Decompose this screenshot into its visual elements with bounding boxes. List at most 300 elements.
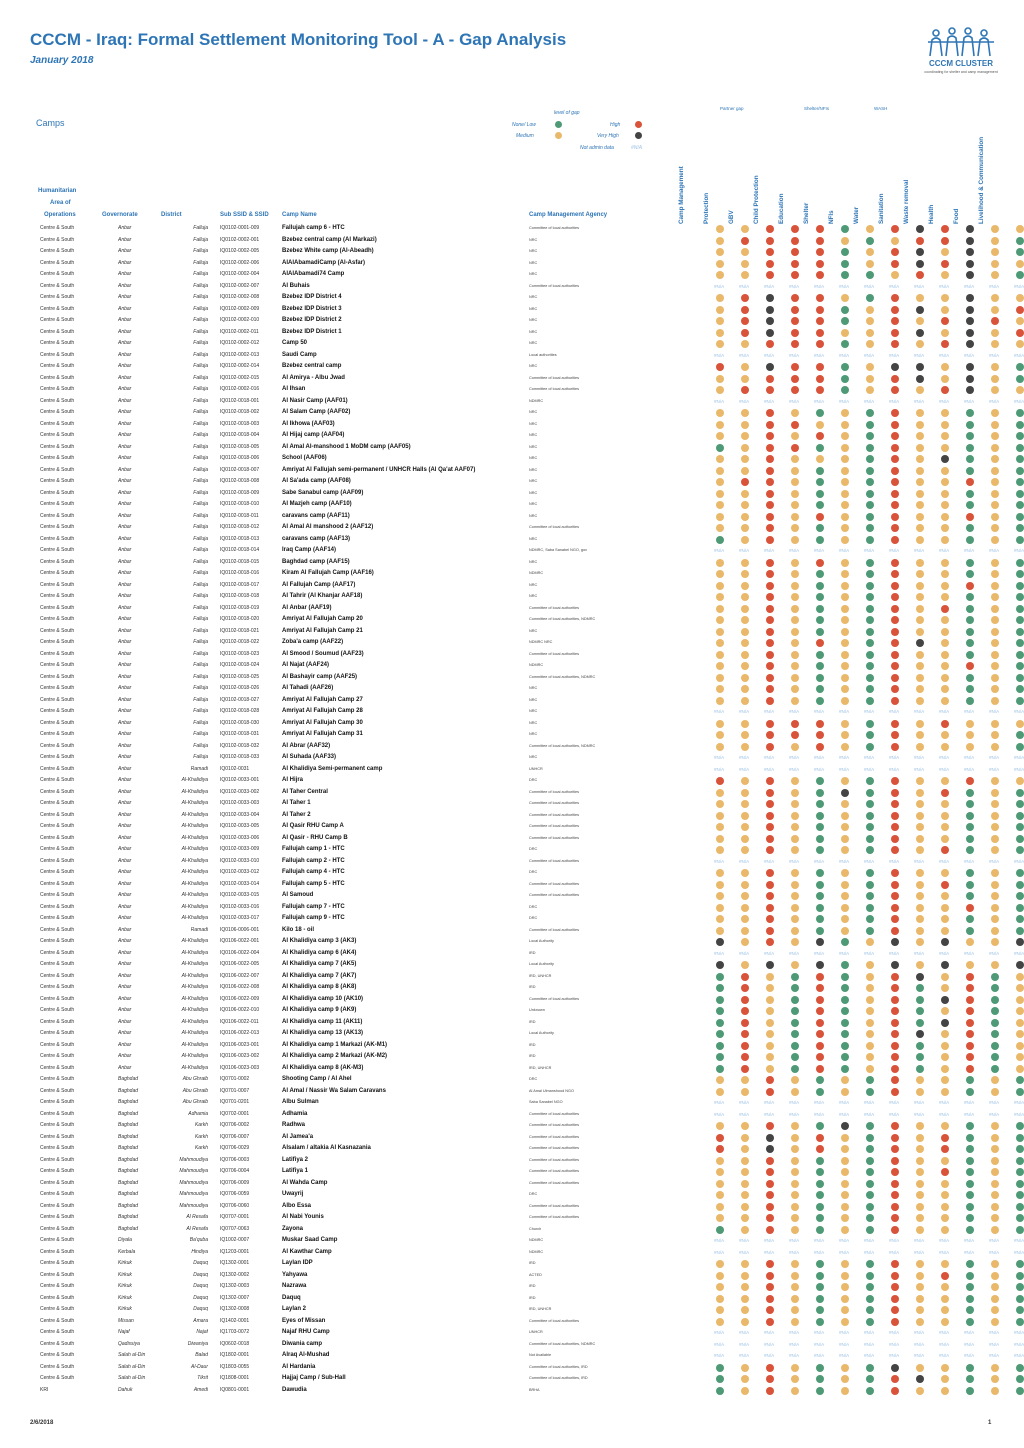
gap-dot	[916, 444, 924, 452]
gap-dot	[716, 271, 724, 279]
gap-dot	[991, 996, 999, 1004]
na-marker: #N/A	[1014, 1341, 1024, 1347]
area-of-operations-cell: Centre & South	[40, 225, 75, 231]
sector-label: Education	[778, 193, 785, 224]
ssid-cell: IQ0706-0029	[220, 1145, 250, 1151]
gap-indicators	[678, 729, 1008, 741]
na-marker: #N/A	[789, 1100, 800, 1105]
district-cell: Falluja	[193, 489, 208, 496]
district-cell: Falluja	[193, 282, 208, 289]
gap-dot	[791, 225, 799, 233]
gap-dot	[916, 685, 924, 693]
gap-dot	[741, 409, 749, 417]
gap-dot	[991, 938, 999, 946]
gap-dot	[866, 1387, 874, 1395]
gap-dot	[966, 639, 974, 647]
gap-dot	[866, 881, 874, 889]
gap-dot	[716, 1375, 724, 1383]
governorate-cell: Anbar	[118, 466, 132, 473]
gap-dot	[816, 973, 824, 981]
camp-name-cell: Al Amal Al-manshood 1 MoDM camp (AAF05)	[282, 443, 411, 450]
gap-dot	[1016, 1203, 1024, 1211]
gap-indicators	[678, 936, 1008, 948]
na-marker: #N/A	[914, 283, 925, 289]
gap-dot	[966, 317, 974, 325]
district-cell: Al-Khalidiya	[181, 834, 208, 841]
gap-dot	[1016, 938, 1024, 946]
governorate-cell: Anbar	[118, 639, 132, 645]
gap-dot	[741, 892, 749, 900]
cccm-logo	[922, 26, 1000, 78]
ssid-cell: IQ0702-0001	[220, 1110, 250, 1117]
na-marker: #N/A	[864, 1353, 875, 1358]
governorate-cell: Kirkuk	[118, 1306, 132, 1312]
district-cell: Amara	[193, 1317, 208, 1324]
gap-dot	[816, 340, 824, 348]
ssid-cell: IQ0106-0022-010	[220, 1007, 260, 1013]
gap-dot	[791, 1168, 799, 1176]
gap-dot	[741, 1042, 749, 1050]
agency-cell: NRC	[529, 502, 538, 506]
area-of-operations-cell: Centre & South	[40, 662, 75, 668]
gap-dot	[791, 444, 799, 452]
ssid-cell: IQ0106-0022-008	[220, 984, 260, 990]
gap-dot	[941, 1283, 949, 1291]
gap-indicators	[678, 833, 1008, 845]
gap-dot	[1016, 961, 1024, 969]
gap-dot	[1016, 904, 1024, 912]
agency-cell: NRC	[529, 732, 538, 736]
camp-name-cell: Amriyat Al Fallujah Camp 20	[282, 616, 363, 622]
gap-dot	[1016, 1007, 1024, 1015]
gap-dot	[716, 800, 724, 808]
gap-dot	[791, 1030, 799, 1038]
governorate-cell: Qadissiya	[118, 1340, 140, 1347]
gap-dot	[766, 835, 774, 843]
ssid-cell: IQ0102-0018-028	[220, 708, 260, 714]
na-marker: #N/A	[889, 1341, 900, 1347]
ssid-cell: IQ0102-0018-006	[220, 455, 260, 461]
ssid-cell: IQ0102-0033-001	[220, 777, 260, 783]
gap-indicators	[678, 879, 1008, 891]
area-of-operations-cell: Centre & South	[40, 1225, 75, 1232]
agency-cell: NRC	[529, 421, 538, 426]
na-marker: #N/A	[914, 1249, 925, 1255]
na-marker: #N/A	[764, 858, 775, 864]
table-row	[38, 1304, 998, 1316]
gap-dot	[741, 1157, 749, 1165]
gap-dot	[916, 789, 924, 797]
gap-dot	[816, 984, 824, 992]
gap-dot	[741, 1191, 749, 1199]
camp-name-cell: Al Khalidiya camp 13 (AK13)	[282, 1030, 364, 1036]
na-marker: #N/A	[839, 1238, 850, 1243]
area-of-operations-cell: Centre & South	[40, 685, 75, 691]
gap-dot	[991, 1088, 999, 1096]
area-of-operations-cell: Centre & South	[40, 547, 75, 553]
district-cell: Al-Khalidiya	[181, 869, 208, 875]
table-row	[38, 798, 998, 810]
gap-dot	[716, 835, 724, 843]
camp-name-cell: Daquq	[282, 1294, 301, 1301]
gap-indicators	[678, 844, 1008, 856]
gap-dot	[741, 513, 749, 521]
ssid-cell: IQ0102-0018-027	[220, 696, 260, 703]
gap-dot	[866, 697, 874, 705]
area-of-operations-cell: Centre & South	[40, 351, 75, 358]
gap-dot	[966, 996, 974, 1004]
area-of-operations-cell: Centre & South	[40, 1317, 75, 1324]
area-of-operations-cell: Centre & South	[40, 259, 75, 266]
na-marker: #N/A	[714, 1341, 725, 1347]
agency-cell: NRC	[529, 329, 538, 334]
area-of-operations-cell: Centre & South	[40, 834, 75, 841]
gap-indicators	[678, 948, 1024, 960]
gap-dot	[916, 812, 924, 820]
gap-dot	[941, 1053, 949, 1061]
governorate-cell: Anbar	[118, 501, 132, 507]
district-cell: Mahmoudiya	[179, 1202, 208, 1209]
gap-dot	[816, 605, 824, 613]
agency-cell: NRC	[529, 686, 538, 690]
gap-dot	[916, 1295, 924, 1303]
gap-dot	[866, 1364, 874, 1372]
agency-cell: Local authorities	[529, 352, 557, 357]
ssid-cell: IQ0102-0033-014	[220, 880, 260, 887]
gap-dot	[991, 444, 999, 452]
table-row	[38, 1166, 998, 1178]
camp-name-cell: Dawudia	[282, 1386, 307, 1393]
gap-dot	[966, 628, 974, 636]
gap-dot	[1016, 685, 1024, 693]
table-row	[38, 649, 998, 661]
gap-dot	[941, 593, 949, 601]
gap-dot	[866, 1168, 874, 1176]
gap-indicators	[678, 1235, 1024, 1247]
gap-dot	[1016, 248, 1024, 256]
camp-name-cell: Al Amirya - Albu Jwad	[282, 374, 345, 381]
gap-dot	[766, 731, 774, 739]
gap-dot	[816, 1019, 824, 1027]
gap-dot	[716, 478, 724, 486]
camp-name-cell: caravans camp (AAF11)	[282, 512, 350, 519]
na-marker: #N/A	[739, 352, 750, 358]
gap-dot	[891, 1030, 899, 1038]
gap-dot	[816, 1191, 824, 1199]
na-marker: #N/A	[764, 1330, 775, 1335]
gap-dot	[791, 1214, 799, 1222]
na-marker: #N/A	[714, 755, 725, 760]
governorate-cell: Anbar	[118, 811, 132, 818]
gap-dot	[866, 938, 874, 946]
agency-cell: ACTED	[529, 1272, 542, 1277]
gap-dot	[966, 777, 974, 785]
gap-indicators	[678, 442, 1008, 454]
gap-dot	[991, 1260, 999, 1268]
na-marker: #N/A	[889, 1249, 900, 1255]
gap-dot	[841, 685, 849, 693]
governorate-cell: Anbar	[118, 777, 132, 783]
gap-dot	[866, 1122, 874, 1130]
gap-dot	[966, 881, 974, 889]
table-row	[38, 959, 998, 971]
gap-indicators	[678, 1143, 1008, 1155]
gap-dot	[841, 1214, 849, 1222]
area-of-operations-cell: Centre & South	[40, 742, 75, 749]
gap-dot	[991, 743, 999, 751]
gap-dot	[716, 1295, 724, 1303]
gap-dot	[716, 1030, 724, 1038]
na-marker: #N/A	[889, 858, 900, 864]
gap-dot	[1016, 513, 1024, 521]
table-row	[38, 568, 998, 580]
gap-dot	[866, 375, 874, 383]
table-row	[38, 1017, 998, 1029]
camp-name-cell: Shooting Camp / Al Ahel	[282, 1076, 352, 1082]
agency-cell: IRD, UNHCR	[529, 1065, 552, 1070]
gap-dot	[766, 317, 774, 325]
gap-dot	[791, 593, 799, 601]
gap-dot	[991, 248, 999, 256]
governorate-cell: Anbar	[118, 708, 132, 714]
camp-name-cell: Al Taher 2	[282, 811, 311, 818]
area-of-operations-cell: Centre & South	[40, 949, 75, 956]
ssid-cell: IQ0106-0022-007	[220, 972, 260, 979]
district-cell: Falluja	[193, 673, 208, 680]
gap-dot	[891, 984, 899, 992]
sector-header	[951, 104, 961, 224]
agency-cell: Local Authority	[529, 939, 554, 943]
gap-dot	[866, 570, 874, 578]
gap-indicators	[678, 1212, 1008, 1224]
gap-dot	[941, 869, 949, 877]
gap-dot	[966, 1203, 974, 1211]
camp-name-cell: Al Abrar (AAF32)	[282, 742, 331, 749]
gap-dot	[991, 1318, 999, 1326]
gap-indicators	[678, 775, 1008, 787]
gap-dot	[816, 800, 824, 808]
gap-dot	[766, 892, 774, 900]
na-marker: #N/A	[1014, 858, 1024, 864]
gap-dot	[916, 1042, 924, 1050]
gap-dot	[791, 513, 799, 521]
ssid-cell: IQ0102-0033-004	[220, 811, 260, 818]
gap-dot	[966, 1375, 974, 1383]
gap-dot	[966, 593, 974, 601]
area-of-operations-cell: Centre & South	[40, 823, 75, 829]
governorate-cell: Anbar	[118, 581, 132, 588]
gap-dot	[866, 685, 874, 693]
ssid-cell: IQ0102-0002-013	[220, 351, 260, 358]
gap-dot	[891, 1042, 899, 1050]
page-number: 1	[988, 1420, 992, 1426]
gap-dot	[791, 363, 799, 371]
gap-indicators	[678, 787, 1008, 799]
sector-label: Camp Management	[678, 166, 685, 224]
gap-dot	[866, 961, 874, 969]
gap-dot	[991, 363, 999, 371]
gap-dot	[866, 478, 874, 486]
gap-indicators	[678, 568, 1008, 580]
gap-dot	[741, 605, 749, 613]
na-marker: #N/A	[914, 858, 925, 864]
area-of-operations-cell: Centre & South	[40, 1363, 75, 1370]
agency-cell: UNHCR	[529, 1330, 543, 1334]
agency-cell: Committee of local authorities	[529, 525, 580, 529]
agency-cell: Committee of local authorities	[529, 651, 580, 656]
gap-dot	[766, 1088, 774, 1096]
camp-name-cell: Al Khalidiya camp 6 (AK4)	[282, 949, 357, 956]
gap-dot	[841, 444, 849, 452]
gap-indicators	[678, 971, 1008, 983]
area-of-operations-cell: Centre & South	[40, 926, 75, 933]
gap-dot	[841, 409, 849, 417]
gap-dot	[991, 1019, 999, 1027]
gap-dot	[816, 386, 824, 394]
gap-dot	[791, 490, 799, 498]
gap-dot	[791, 1122, 799, 1130]
gap-dot	[866, 605, 874, 613]
ssid-cell: IQ0102-0002-007	[220, 282, 260, 289]
table-row	[38, 1063, 998, 1075]
gap-dot	[866, 1053, 874, 1061]
gap-dot	[716, 490, 724, 498]
gap-dot	[916, 363, 924, 371]
gap-dot	[866, 812, 874, 820]
na-marker: #N/A	[789, 1249, 800, 1255]
gap-dot	[741, 639, 749, 647]
district-cell: Falluja	[193, 386, 208, 392]
governorate-cell: Anbar	[118, 915, 132, 921]
gap-dot	[766, 1122, 774, 1130]
column-headers	[38, 186, 648, 222]
gap-dot	[891, 1088, 899, 1096]
gap-dot	[791, 685, 799, 693]
people-icon	[922, 26, 1000, 58]
district-cell: Falluja	[193, 363, 208, 369]
gap-indicators	[678, 476, 1008, 488]
table-row	[38, 787, 998, 799]
table-row	[38, 1189, 998, 1201]
camp-name-cell: Al Taher 1	[282, 800, 311, 806]
gap-dot	[816, 1318, 824, 1326]
gap-dot	[741, 674, 749, 682]
gap-dot	[941, 835, 949, 843]
gap-dot	[716, 1076, 724, 1084]
gap-dot	[891, 1260, 899, 1268]
gap-dot	[766, 1134, 774, 1142]
camp-name-cell: Fallujah camp 5 - HTC	[282, 880, 345, 887]
gap-indicators	[678, 718, 1008, 730]
area-of-operations-cell: Centre & South	[40, 271, 75, 277]
gap-dot	[791, 260, 799, 268]
gap-dot	[741, 1318, 749, 1326]
district-cell: Abu Ghraib	[182, 1099, 208, 1105]
district-cell: Falluja	[193, 397, 208, 404]
area-of-operations-cell: Centre & South	[40, 639, 75, 645]
gap-dot	[991, 478, 999, 486]
gap-dot	[791, 386, 799, 394]
na-marker: #N/A	[939, 1249, 950, 1255]
gap-dot	[866, 340, 874, 348]
na-marker: #N/A	[814, 1238, 825, 1243]
gap-dot	[766, 869, 774, 877]
gap-dot	[916, 421, 924, 429]
district-cell: Amedi	[193, 1386, 208, 1393]
gap-dot	[741, 294, 749, 302]
ssid-cell: IQ0602-0018	[220, 1340, 250, 1347]
gap-dot	[816, 1214, 824, 1222]
ssid-cell: IQ0102-0018-013	[220, 535, 260, 542]
camp-name-cell: Al Nabi Younis	[282, 1214, 324, 1220]
gap-dot	[816, 1042, 824, 1050]
gap-dot	[941, 1157, 949, 1165]
gap-dot	[916, 1019, 924, 1027]
governorate-cell: Anbar	[118, 478, 132, 484]
agency-cell: NRC	[529, 260, 538, 265]
gap-dot	[791, 892, 799, 900]
na-marker: #N/A	[939, 1111, 950, 1117]
group-wash: WASH	[874, 106, 888, 111]
gap-dot	[866, 294, 874, 302]
sector-header	[751, 104, 761, 224]
na-marker: #N/A	[764, 1249, 775, 1255]
gap-dot	[941, 559, 949, 567]
gap-indicators	[678, 925, 1008, 937]
gap-dot	[866, 662, 874, 670]
na-marker: #N/A	[989, 1249, 1000, 1255]
gap-dot	[716, 674, 724, 682]
governorate-cell: Baghdad	[118, 1110, 139, 1117]
gap-dot	[941, 639, 949, 647]
gap-dot	[991, 1295, 999, 1303]
gap-indicators	[678, 384, 1008, 396]
na-marker: #N/A	[714, 1100, 725, 1105]
gap-dot	[841, 616, 849, 624]
governorate-cell: Baghdad	[118, 1214, 139, 1220]
gap-dot	[891, 1145, 899, 1153]
governorate-cell: Anbar	[118, 673, 132, 680]
gap-dot	[791, 915, 799, 923]
agency-cell: Committee of local authorities	[529, 605, 580, 610]
na-marker: #N/A	[739, 1341, 750, 1347]
camp-name-cell: Amriyat Al Fallujah Camp 31	[282, 731, 363, 737]
area-of-operations-cell: Centre & South	[40, 558, 75, 565]
na-marker: #N/A	[989, 1353, 1000, 1358]
governorate-cell: Anbar	[118, 788, 132, 795]
gap-dot	[741, 1306, 749, 1314]
gap-dot	[941, 915, 949, 923]
gap-dot	[891, 386, 899, 394]
area-of-operations-cell: Centre & South	[40, 535, 75, 542]
district-cell: Falluja	[193, 742, 208, 749]
governorate-cell: Anbar	[118, 248, 132, 254]
camp-name-cell: Amriyat Al Fallujah Camp 30	[282, 719, 363, 726]
gap-dot	[791, 1065, 799, 1073]
gap-dot	[741, 1375, 749, 1383]
gap-dot	[891, 1191, 899, 1199]
gap-dot	[816, 248, 824, 256]
gap-dot	[891, 317, 899, 325]
gap-dot	[816, 1295, 824, 1303]
area-of-operations-cell: Centre & South	[40, 374, 75, 381]
gap-dot	[891, 1272, 899, 1280]
agency-cell: Local Authority	[529, 1031, 554, 1035]
district-cell: Al-Khalidiya	[181, 1041, 208, 1048]
camp-name-cell: AlAlAbamadi74 Camp	[282, 271, 345, 277]
gap-dot	[941, 1364, 949, 1372]
gap-dot	[916, 306, 924, 314]
